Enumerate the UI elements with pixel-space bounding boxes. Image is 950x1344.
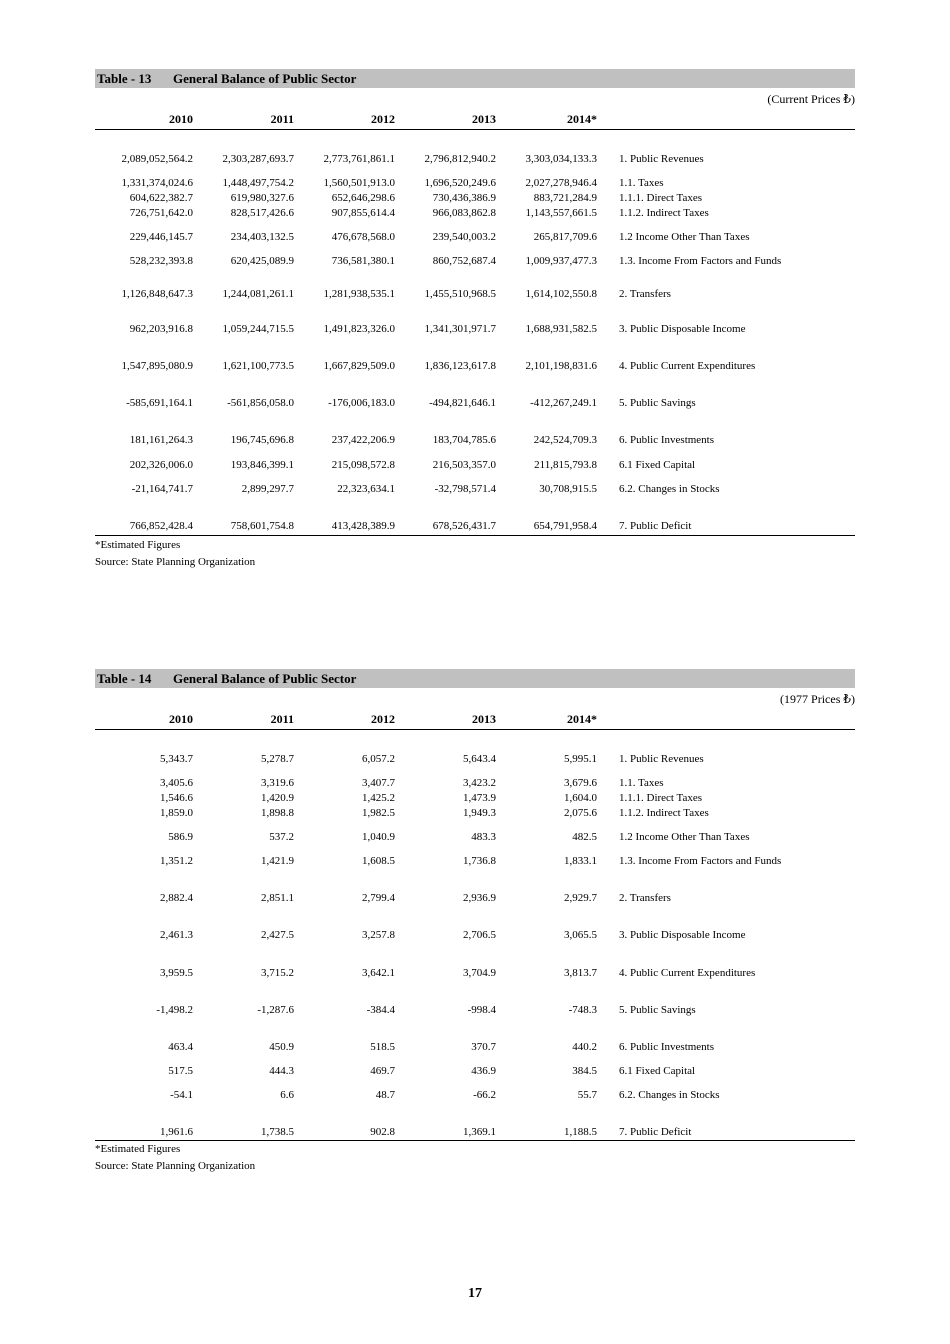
row-label: 3. Public Disposable Income <box>619 323 746 335</box>
table-row <box>95 1003 855 1018</box>
cell-value: 476,678,568.0 <box>331 231 395 243</box>
table-row <box>95 854 855 869</box>
cell-value: 586.9 <box>168 831 193 843</box>
cell-value: 3,257.8 <box>362 929 395 941</box>
cell-value: 1,331,374,024.6 <box>121 177 193 189</box>
cell-value: 1,188.5 <box>564 1126 597 1138</box>
cell-value: 1,143,557,661.5 <box>525 207 597 219</box>
table-row <box>95 206 855 221</box>
year-header: 2013 <box>472 712 496 726</box>
table-row <box>95 176 855 191</box>
cell-value: 1,859.0 <box>160 807 193 819</box>
cell-value: 3,065.5 <box>564 929 597 941</box>
cell-value: 1,738.5 <box>261 1126 294 1138</box>
cell-value: 766,852,428.4 <box>129 520 193 532</box>
table-title: General Balance of Public Sector <box>173 671 357 686</box>
cell-value: 2,101,198,831.6 <box>525 360 597 372</box>
cell-value: 883,721,284.9 <box>533 192 597 204</box>
table-row <box>95 191 855 206</box>
row-label: 1.1. Taxes <box>619 177 664 189</box>
cell-value: 2,851.1 <box>261 892 294 904</box>
table-number: Table - 14 <box>97 671 152 686</box>
row-label: 1.2 Income Other Than Taxes <box>619 231 750 243</box>
table-title-bar <box>95 69 855 88</box>
cell-value: 537.2 <box>269 831 294 843</box>
cell-value: 1,351.2 <box>160 855 193 867</box>
table-row <box>95 791 855 806</box>
row-label: 5. Public Savings <box>619 397 696 409</box>
row-label: 2. Transfers <box>619 892 671 904</box>
cell-value: 1,369.1 <box>463 1126 496 1138</box>
table-row <box>95 433 855 448</box>
year-header: 2012 <box>371 112 395 126</box>
cell-value: 1,491,823,326.0 <box>323 323 395 335</box>
cell-value: 48.7 <box>375 1089 395 1101</box>
cell-value: 3,704.9 <box>463 967 496 979</box>
table-number: Table - 13 <box>97 71 152 86</box>
source-note: Source: State Planning Organization <box>95 556 256 568</box>
table-row <box>95 482 855 497</box>
cell-value: 3,319.6 <box>261 777 294 789</box>
table-row <box>95 1088 855 1103</box>
cell-value: 3,679.6 <box>564 777 597 789</box>
cell-value: 1,059,244,715.5 <box>222 323 294 335</box>
cell-value: 5,643.4 <box>463 753 496 765</box>
price-unit: (Current Prices ₺) <box>767 92 855 106</box>
cell-value: 440.2 <box>572 1041 597 1053</box>
cell-value: 469.7 <box>370 1065 395 1077</box>
cell-value: -54.1 <box>170 1089 193 1101</box>
cell-value: 860,752,687.4 <box>432 255 496 267</box>
cell-value: 463.4 <box>168 1041 193 1053</box>
table-row <box>95 519 855 534</box>
cell-value: 1,547,895,080.9 <box>121 360 193 372</box>
cell-value: 2,027,278,946.4 <box>525 177 597 189</box>
year-header: 2010 <box>169 112 193 126</box>
table-row <box>95 1125 855 1140</box>
row-label: 1.1.2. Indirect Taxes <box>619 807 709 819</box>
table-row <box>95 396 855 411</box>
footnote: *Estimated Figures <box>95 539 181 551</box>
cell-value: 1,473.9 <box>463 792 496 804</box>
row-label: 1. Public Revenues <box>619 753 704 765</box>
table-row <box>95 254 855 269</box>
cell-value: 183,704,785.6 <box>432 434 496 446</box>
table-row <box>95 928 855 943</box>
table-13 <box>95 69 855 571</box>
cell-value: 1,982.5 <box>362 807 395 819</box>
table-row <box>95 152 855 167</box>
cell-value: 1,040.9 <box>362 831 395 843</box>
table-row <box>95 359 855 374</box>
cell-value: 1,244,081,261.1 <box>222 288 294 300</box>
table-title: General Balance of Public Sector <box>173 71 357 86</box>
cell-value: 1,833.1 <box>564 855 597 867</box>
cell-value: 1,621,100,773.5 <box>222 360 294 372</box>
cell-value: -176,006,183.0 <box>328 397 395 409</box>
table-body <box>95 130 855 536</box>
cell-value: 242,524,709.3 <box>533 434 597 446</box>
cell-value: 2,075.6 <box>564 807 597 819</box>
row-label: 6. Public Investments <box>619 434 715 446</box>
cell-value: 1,608.5 <box>362 855 395 867</box>
cell-value: 3,303,034,133.3 <box>525 153 597 165</box>
cell-value: 2,936.9 <box>463 892 496 904</box>
cell-value: 2,773,761,861.1 <box>323 153 395 165</box>
cell-value: 1,425.2 <box>362 792 395 804</box>
cell-value: -494,821,646.1 <box>429 397 496 409</box>
cell-value: 1,604.0 <box>564 792 597 804</box>
cell-value: 3,959.5 <box>160 967 193 979</box>
cell-value: -1,498.2 <box>156 1004 193 1016</box>
year-header: 2011 <box>270 112 294 126</box>
cell-value: 181,161,264.3 <box>129 434 193 446</box>
cell-value: 966,083,862.8 <box>432 207 496 219</box>
cell-value: 736,581,380.1 <box>331 255 395 267</box>
table-row <box>95 1064 855 1079</box>
row-label: 5. Public Savings <box>619 1004 696 1016</box>
table-row <box>95 776 855 791</box>
cell-value: -585,691,164.1 <box>126 397 193 409</box>
row-label: 4. Public Current Expenditures <box>619 967 756 979</box>
row-label: 1.3. Income From Factors and Funds <box>619 255 782 267</box>
cell-value: 5,278.7 <box>261 753 294 765</box>
cell-value: 5,995.1 <box>564 753 597 765</box>
cell-value: 726,751,642.0 <box>129 207 193 219</box>
cell-value: 902.8 <box>370 1126 395 1138</box>
table-row <box>95 458 855 473</box>
cell-value: 2,796,812,940.2 <box>424 153 496 165</box>
row-label: 7. Public Deficit <box>619 520 692 532</box>
cell-value: -561,856,058.0 <box>227 397 294 409</box>
cell-value: 654,791,958.4 <box>533 520 597 532</box>
footnote: *Estimated Figures <box>95 1143 181 1155</box>
cell-value: -32,798,571.4 <box>434 483 496 495</box>
cell-value: 1,560,501,913.0 <box>323 177 395 189</box>
year-header: 2012 <box>371 712 395 726</box>
source-note: Source: State Planning Organization <box>95 1160 256 1172</box>
table-row <box>95 966 855 981</box>
row-label: 2. Transfers <box>619 288 671 300</box>
page-number: 17 <box>468 1286 482 1301</box>
row-label: 6.1 Fixed Capital <box>619 1065 696 1077</box>
cell-value: 196,745,696.8 <box>230 434 294 446</box>
cell-value: 22,323,634.1 <box>337 483 395 495</box>
cell-value: 2,089,052,564.2 <box>121 153 193 165</box>
cell-value: 2,799.4 <box>362 892 395 904</box>
row-label: 1.3. Income From Factors and Funds <box>619 855 782 867</box>
cell-value: 482.5 <box>572 831 597 843</box>
cell-value: 1,009,937,477.3 <box>525 255 597 267</box>
table-row <box>95 230 855 245</box>
cell-value: 237,422,206.9 <box>331 434 395 446</box>
row-label: 3. Public Disposable Income <box>619 929 746 941</box>
cell-value: -748.3 <box>568 1004 597 1016</box>
row-label: 1.1.1. Direct Taxes <box>619 792 703 804</box>
year-header-row <box>95 110 855 130</box>
cell-value: 2,706.5 <box>463 929 496 941</box>
cell-value: -412,267,249.1 <box>530 397 597 409</box>
cell-value: 1,546.6 <box>160 792 193 804</box>
cell-value: 3,642.1 <box>362 967 395 979</box>
cell-value: 3,715.2 <box>261 967 294 979</box>
cell-value: 1,949.3 <box>463 807 496 819</box>
cell-value: 234,403,132.5 <box>230 231 294 243</box>
cell-value: 202,326,006.0 <box>129 459 193 471</box>
cell-value: 1,898.8 <box>261 807 294 819</box>
cell-value: 384.5 <box>572 1065 597 1077</box>
cell-value: 436.9 <box>471 1065 496 1077</box>
row-label: 1. Public Revenues <box>619 153 704 165</box>
cell-value: 1,341,301,971.7 <box>424 323 496 335</box>
table-14 <box>95 669 855 1175</box>
cell-value: 828,517,426.6 <box>230 207 294 219</box>
cell-value: 413,428,389.9 <box>331 520 395 532</box>
cell-value: 370.7 <box>471 1041 496 1053</box>
cell-value: 730,436,386.9 <box>432 192 496 204</box>
cell-value: 444.3 <box>269 1065 294 1077</box>
table-title-bar <box>95 669 855 688</box>
cell-value: 1,688,931,582.5 <box>525 323 597 335</box>
cell-value: 216,503,357.0 <box>432 459 496 471</box>
cell-value: 450.9 <box>269 1041 294 1053</box>
cell-value: 3,405.6 <box>160 777 193 789</box>
year-header: 2011 <box>270 712 294 726</box>
table-body <box>95 730 855 1141</box>
cell-value: -384.4 <box>366 1004 395 1016</box>
cell-value: 517.5 <box>168 1065 193 1077</box>
cell-value: 3,423.2 <box>463 777 496 789</box>
row-label: 6.1 Fixed Capital <box>619 459 696 471</box>
cell-value: 1,448,497,754.2 <box>222 177 294 189</box>
cell-value: 604,622,382.7 <box>129 192 193 204</box>
cell-value: 55.7 <box>577 1089 597 1101</box>
cell-value: 678,526,431.7 <box>432 520 496 532</box>
year-header: 2014* <box>567 112 597 126</box>
price-unit: (1977 Prices ₺) <box>780 692 855 706</box>
cell-value: 1,667,829,509.0 <box>323 360 395 372</box>
cell-value: 528,232,393.8 <box>129 255 193 267</box>
cell-value: 652,646,298.6 <box>331 192 395 204</box>
cell-value: 30,708,915.5 <box>539 483 597 495</box>
cell-value: 1,420.9 <box>261 792 294 804</box>
cell-value: 1,455,510,968.5 <box>424 288 496 300</box>
year-header: 2014* <box>567 712 597 726</box>
row-label: 1.2 Income Other Than Taxes <box>619 831 750 843</box>
cell-value: -998.4 <box>467 1004 496 1016</box>
table-row <box>95 287 855 302</box>
row-label: 4. Public Current Expenditures <box>619 360 756 372</box>
year-header: 2010 <box>169 712 193 726</box>
cell-value: 1,696,520,249.6 <box>424 177 496 189</box>
table-row <box>95 830 855 845</box>
cell-value: 1,836,123,617.8 <box>424 360 496 372</box>
cell-value: 1,961.6 <box>160 1126 193 1138</box>
cell-value: 211,815,793.8 <box>534 459 597 471</box>
cell-value: 1,421.9 <box>261 855 294 867</box>
cell-value: 2,303,287,693.7 <box>222 153 294 165</box>
cell-value: 3,407.7 <box>362 777 395 789</box>
row-label: 7. Public Deficit <box>619 1126 692 1138</box>
row-label: 6.2. Changes in Stocks <box>619 1089 720 1101</box>
cell-value: -21,164,741.7 <box>131 483 193 495</box>
cell-value: 6,057.2 <box>362 753 395 765</box>
cell-value: 2,427.5 <box>261 929 294 941</box>
cell-value: 1,614,102,550.8 <box>525 288 597 300</box>
row-label: 6. Public Investments <box>619 1041 715 1053</box>
cell-value: 619,980,327.6 <box>230 192 294 204</box>
table-row <box>95 891 855 906</box>
cell-value: 6.6 <box>280 1089 294 1101</box>
cell-value: 229,446,145.7 <box>129 231 193 243</box>
cell-value: 239,540,003.2 <box>432 231 496 243</box>
year-header-row <box>95 710 855 730</box>
cell-value: 2,929.7 <box>564 892 597 904</box>
cell-value: 2,461.3 <box>160 929 193 941</box>
cell-value: 2,899,297.7 <box>241 483 294 495</box>
table-row <box>95 806 855 821</box>
row-label: 1.1.2. Indirect Taxes <box>619 207 709 219</box>
row-label: 1.1.1. Direct Taxes <box>619 192 703 204</box>
cell-value: 193,846,399.1 <box>230 459 294 471</box>
cell-value: 518.5 <box>370 1041 395 1053</box>
cell-value: 962,203,916.8 <box>129 323 193 335</box>
cell-value: -1,287.6 <box>257 1004 294 1016</box>
table-row <box>95 1040 855 1055</box>
table-row <box>95 322 855 337</box>
cell-value: 758,601,754.8 <box>230 520 294 532</box>
year-header: 2013 <box>472 112 496 126</box>
cell-value: 620,425,089.9 <box>230 255 294 267</box>
cell-value: 483.3 <box>471 831 496 843</box>
cell-value: 3,813.7 <box>564 967 597 979</box>
cell-value: -66.2 <box>473 1089 496 1101</box>
cell-value: 215,098,572.8 <box>331 459 395 471</box>
cell-value: 1,736.8 <box>463 855 496 867</box>
cell-value: 2,882.4 <box>160 892 193 904</box>
cell-value: 265,817,709.6 <box>533 231 597 243</box>
cell-value: 907,855,614.4 <box>331 207 395 219</box>
row-label: 1.1. Taxes <box>619 777 664 789</box>
cell-value: 1,281,938,535.1 <box>323 288 395 300</box>
table-row <box>95 752 855 767</box>
row-label: 6.2. Changes in Stocks <box>619 483 720 495</box>
cell-value: 1,126,848,647.3 <box>121 288 193 300</box>
cell-value: 5,343.7 <box>160 753 193 765</box>
